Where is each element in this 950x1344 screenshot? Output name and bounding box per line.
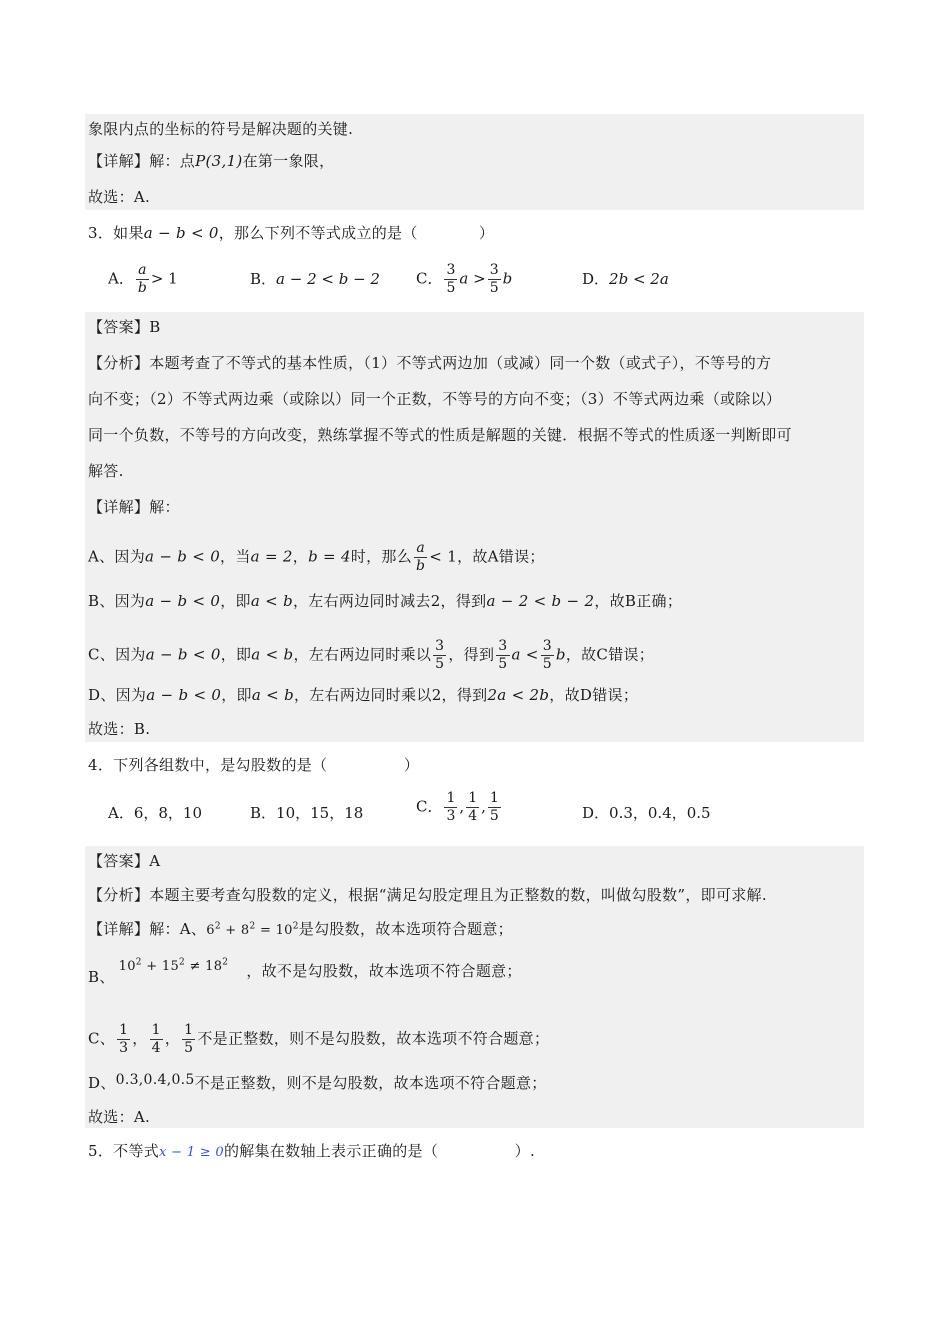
choose-line: 故选：A. xyxy=(88,188,151,206)
option-label: C． xyxy=(416,269,443,288)
detail-d-line xyxy=(88,1072,547,1095)
fraction xyxy=(466,790,479,825)
text: B、 xyxy=(88,968,115,986)
text: A、因为 xyxy=(88,547,146,566)
fraction xyxy=(414,540,427,575)
denominator: 3 xyxy=(446,808,456,824)
option-label: B． xyxy=(250,270,277,288)
text: ，故不是勾股数，故本选项不符合题意； xyxy=(246,962,522,980)
condition-expression: a − b < 0 xyxy=(143,224,219,242)
base: 8 xyxy=(240,923,250,938)
numerator: 3 xyxy=(435,638,445,654)
text: 【详解】解：A、 xyxy=(88,920,207,938)
expression: a − b < 0 xyxy=(145,592,221,610)
base: 10 xyxy=(118,959,136,974)
expression: a < b xyxy=(250,592,293,610)
separator: , xyxy=(459,797,465,816)
expression: a < b xyxy=(251,686,294,704)
choose-line: 故选：A. xyxy=(88,1108,151,1126)
text: ，故D错误； xyxy=(549,686,639,704)
text: C、因为 xyxy=(88,645,146,664)
expression: b xyxy=(555,645,566,664)
expression: b = 4 xyxy=(308,547,351,566)
text: B、因为 xyxy=(88,592,146,610)
numerator: 1 xyxy=(151,1022,161,1038)
separator: , xyxy=(481,797,486,816)
stem-rest: ，那么下列不等式成立的是（ ） xyxy=(218,224,495,242)
inequality-expression: x − 1 ≥ 0 xyxy=(159,1145,224,1160)
base: 6 xyxy=(206,923,215,938)
point-expression: P(3,1) xyxy=(195,152,243,170)
option-label: A． xyxy=(108,269,134,288)
text: ，左右两边同时乘以 xyxy=(293,645,432,664)
option-c xyxy=(416,262,512,297)
fraction xyxy=(444,790,457,825)
text: 不是正整数，则不是勾股数，故本选项不符合题意； xyxy=(194,1074,547,1092)
option-a: A．6，8，10 xyxy=(108,804,203,822)
separator: ， xyxy=(164,1029,181,1048)
base: 10 xyxy=(275,923,293,938)
detail-a-line xyxy=(88,540,545,575)
text: ，即 xyxy=(220,645,252,664)
text-line: 象限内点的坐标的符号是解决题的关键. xyxy=(88,120,354,138)
denominator: 4 xyxy=(468,808,478,824)
expression: a − 2 < b − 2 xyxy=(486,592,595,610)
exponent: 2 xyxy=(179,957,186,968)
fraction xyxy=(496,638,509,673)
text: ，左右两边同时乘以2，得到 xyxy=(294,686,488,704)
text: ，故B正确； xyxy=(594,592,683,610)
denominator: 5 xyxy=(184,1040,194,1056)
denominator: 5 xyxy=(435,656,445,672)
denominator: b xyxy=(416,558,426,574)
question-5-stem xyxy=(88,1140,535,1164)
separator: ， xyxy=(132,1029,148,1048)
fraction xyxy=(541,638,554,673)
numerator: 1 xyxy=(184,1022,194,1038)
text: ，左右两边同时减去2，得到 xyxy=(293,592,487,610)
option-label: C． xyxy=(416,797,443,816)
exponent: 2 xyxy=(222,957,229,968)
denominator: 3 xyxy=(119,1040,129,1056)
answer-line: 【答案】B xyxy=(88,318,161,336)
detail-b-line xyxy=(88,590,682,612)
denominator: 5 xyxy=(542,656,552,672)
option-label: D． xyxy=(582,270,610,288)
text: 是勾股数，故本选项符合题意； xyxy=(298,920,513,938)
text: ，即 xyxy=(220,592,251,610)
fraction xyxy=(444,262,457,297)
numerator: 3 xyxy=(498,638,508,654)
inequation: $10^2 + 15^2 \ne 18^2$ xyxy=(118,957,229,974)
fraction xyxy=(488,790,501,825)
option-d: D．0.3，0.4，0.5 xyxy=(582,804,711,822)
text: D、因为 xyxy=(88,686,147,704)
fraction xyxy=(150,1022,163,1057)
text: D、 xyxy=(88,1074,116,1092)
expression: 2a < 2b xyxy=(487,686,550,704)
stem-prefix: 5．不等式 xyxy=(88,1142,160,1160)
expression: a − b < 0 xyxy=(145,645,221,664)
expression: a < xyxy=(511,645,539,664)
denominator: b xyxy=(137,280,147,296)
detail-suffix: 在第一象限， xyxy=(242,152,335,170)
numerator: 1 xyxy=(489,790,499,806)
expression: a − b < 0 xyxy=(145,547,221,566)
base: 18 xyxy=(205,959,223,974)
option-b: B．10，15，18 xyxy=(250,804,364,822)
option-rest: > 1 xyxy=(150,269,178,288)
detail-line: 【详解】解： xyxy=(88,498,180,516)
detail-line xyxy=(88,918,513,942)
option-d xyxy=(582,268,669,290)
numbers: 0.3,0.4,0.5 xyxy=(115,1072,195,1088)
numerator: a xyxy=(138,262,147,278)
denominator: 5 xyxy=(489,280,499,296)
exponent: 2 xyxy=(135,957,142,968)
exponent: 2 xyxy=(292,921,299,932)
fraction xyxy=(488,262,501,297)
detail-d-line xyxy=(88,684,638,706)
numerator: 3 xyxy=(446,262,456,278)
analysis-line: 【分析】本题主要考查勾股数的定义，根据“满足勾股定理且为正整数的数，叫做勾股数”，即可求解. xyxy=(88,886,767,904)
expression: a = 2 xyxy=(250,547,293,566)
choose-line: 故选：B. xyxy=(88,720,151,738)
analysis-line: 向不变；（2）不等式两边乘（或除以）同一个正数，不等号的方向不变；（3）不等式两边乘（或除以） xyxy=(88,390,782,408)
denominator: 4 xyxy=(151,1040,161,1056)
fraction xyxy=(433,638,446,673)
text: ， xyxy=(292,547,309,566)
denominator: 5 xyxy=(446,280,456,296)
detail-prefix: 【详解】解：点 xyxy=(88,152,196,170)
expression: a − b < 0 xyxy=(146,686,222,704)
exponent: 2 xyxy=(214,921,221,932)
analysis-line: 【分析】本题考查了不等式的基本性质，（1）不等式两边加（或减）同一个数（或式子），不等号的方 xyxy=(88,354,772,372)
stem-prefix: 3．如果 xyxy=(88,224,144,242)
solution-block-2 xyxy=(85,312,864,742)
option-a xyxy=(108,262,178,297)
fraction xyxy=(117,1022,130,1057)
option-middle: a > xyxy=(459,269,486,288)
denominator: 5 xyxy=(489,808,499,824)
analysis-line: 同一个负数，不等号的方向改变，熟练掌握不等式的性质是解题的关键．根据不等式的性质逐一判断即可 xyxy=(88,426,792,444)
numerator: 1 xyxy=(119,1022,129,1038)
option-expression: a − 2 < b − 2 xyxy=(276,270,380,288)
option-b xyxy=(250,268,380,290)
expression: < 1 xyxy=(429,547,458,566)
numerator: 3 xyxy=(489,262,499,278)
equation: $6^2 + 8^2 = 10^2$ xyxy=(206,921,299,938)
question-4-stem: 4．下列各组数中，是勾股数的是（ ） xyxy=(88,756,420,774)
expression: a < b xyxy=(251,645,294,664)
stem-rest: 的解集在数轴上表示正确的是（ ）. xyxy=(223,1142,536,1160)
question-3-stem xyxy=(88,222,494,244)
text: C、 xyxy=(88,1029,116,1048)
option-end: b xyxy=(502,269,513,288)
text: ，得到 xyxy=(448,645,495,664)
option-c xyxy=(416,790,503,825)
answer-line: 【答案】A xyxy=(88,852,161,870)
numerator: a xyxy=(416,540,425,556)
numerator: 1 xyxy=(446,790,456,806)
text: ，当 xyxy=(220,547,251,566)
text: 不是正整数，则不是勾股数，故本选项不符合题意； xyxy=(197,1029,550,1048)
exponent: 2 xyxy=(249,921,256,932)
text: 时，那么 xyxy=(350,547,413,566)
numerator: 3 xyxy=(542,638,552,654)
numerator: 1 xyxy=(468,790,478,806)
base: 15 xyxy=(161,959,180,974)
detail-b-line xyxy=(88,957,522,986)
fraction xyxy=(182,1022,195,1057)
detail-c-line xyxy=(88,1022,549,1057)
denominator: 5 xyxy=(498,656,508,672)
text: ，故C错误； xyxy=(565,645,655,664)
analysis-line: 解答. xyxy=(88,462,124,480)
detail-line xyxy=(88,150,334,172)
detail-c-line xyxy=(88,638,654,673)
option-expression: 2b < 2a xyxy=(609,270,669,288)
fraction xyxy=(136,262,149,297)
text: ，故A错误； xyxy=(457,547,545,566)
text: ，即 xyxy=(221,686,252,704)
